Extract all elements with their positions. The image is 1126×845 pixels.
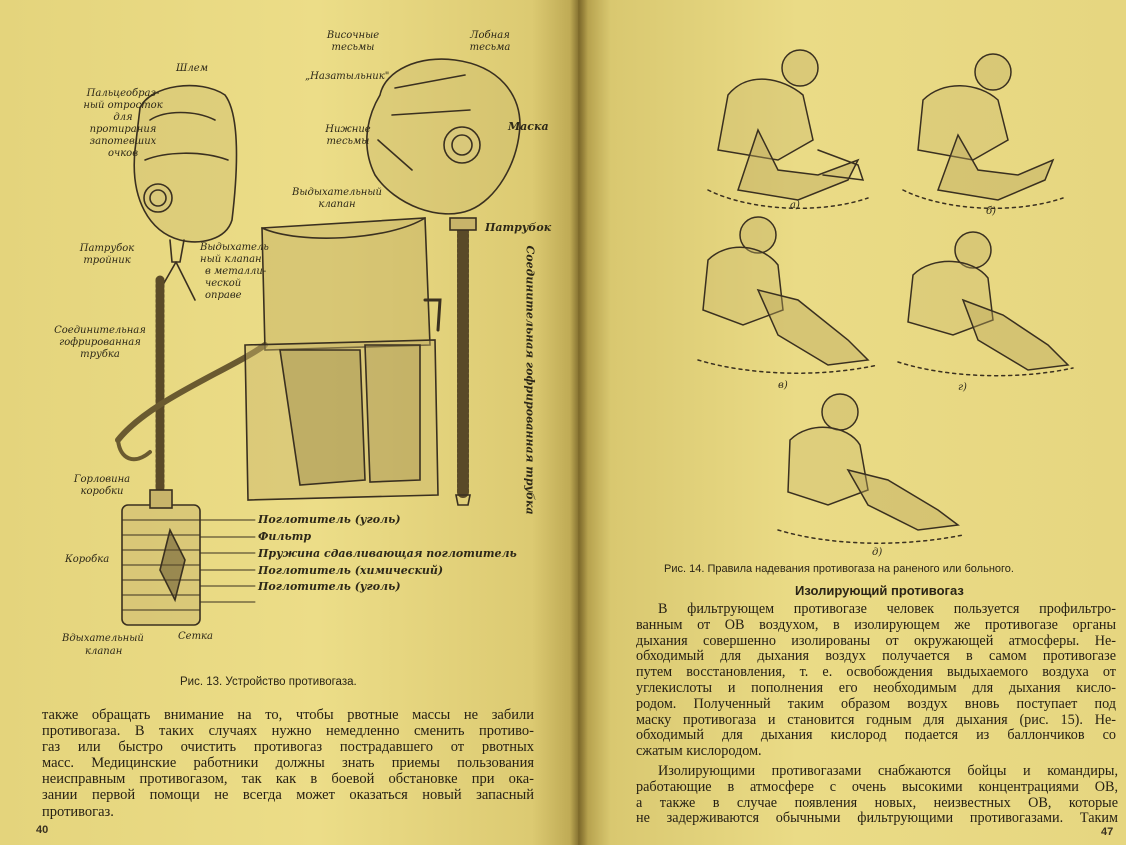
label-setka: Сетка <box>178 631 213 642</box>
section-title: Изолирующий противогаз <box>795 583 964 598</box>
label-korobka: Коробка <box>65 554 110 565</box>
text-line: противогаза. В таких случаях нужно немедленно сменить противо- <box>42 723 534 740</box>
label-palets-1: Пальцеобраз- <box>86 88 160 99</box>
label-palets-4: протирания <box>89 124 157 135</box>
label-lob-1: Лобная <box>470 30 510 41</box>
label-vdykh-2: клапан <box>85 646 123 657</box>
text-line: родом. Полученный таким образом воздух вновь поступает под <box>636 695 1116 712</box>
page-number-left: 40 <box>36 824 49 836</box>
label-vdykh-1: Вдыхательный <box>62 633 144 644</box>
label-palets-6: очков <box>107 148 139 159</box>
label-gorlo-1: Горловина <box>73 474 131 485</box>
text-line: путем восстановления, т. е. освобождения выдыхаемого воздуха от <box>636 664 1116 681</box>
label-vydykh-2: ный клапан <box>200 254 262 265</box>
label-soed-3: трубка <box>80 349 120 360</box>
text-line: ванным от ОВ воздухом, в изолирующем же противогазе органы <box>636 616 1116 633</box>
label-soed-vertical: Соединительная гофрированная трубка <box>523 245 537 515</box>
label-vyd2-2: клапан <box>318 199 356 210</box>
right-paragraph-2 <box>636 764 1118 827</box>
text-line: дыхания совершенно изолированы от окружающей атмосферы. Не- <box>636 632 1116 649</box>
sublabel-e: д) <box>872 547 883 558</box>
sublabel-c: в) <box>778 380 788 391</box>
label-patrubok-2: тройник <box>83 255 131 266</box>
label-vydykh-3: в металли- <box>205 266 267 277</box>
text-line: обходимый для дыхания кислород подается из баллончиков со <box>636 727 1116 744</box>
label-filling-3: Пружина сдавливающая поглотитель <box>258 547 517 560</box>
label-vydykh-5: оправе <box>205 290 242 301</box>
text-line: В фильтрующем противогазе человек пользуется профильтро- <box>658 601 1116 617</box>
text-line: маску противогаза и становится годным для дыхания (рис. 15). Не- <box>636 711 1116 728</box>
text-line: не задерживаются обычными фильтрующими противогазами. Таким <box>636 810 1118 827</box>
label-shlem: Шлем <box>176 63 208 74</box>
label-filling-5: Поглотитель (уголь) <box>258 580 401 593</box>
bandaging-illustrations <box>578 0 1126 560</box>
page-number-right: 47 <box>1101 826 1114 838</box>
label-vydykh-4: ческой <box>205 278 242 289</box>
text-line: обходимый для дыхания воздух получается в самом противогазе <box>636 648 1116 665</box>
left-paragraph <box>42 707 534 820</box>
label-palets-2: ный отросток <box>83 100 163 111</box>
text-line: Изолирующими противогазами снабжаются бойцы и командиры, <box>658 763 1118 779</box>
text-line: работающие в атмосфере с очень высокими концентрациями ОВ, <box>636 778 1118 795</box>
figure-14-caption: Рис. 14. Правила надевания противогаза на раненого или больного. <box>664 563 1014 575</box>
label-nazatylnik: „Назатыльник" <box>305 71 390 82</box>
label-lob-2: тесьма <box>469 42 511 53</box>
right-page <box>578 0 1126 845</box>
label-visoch-1: Височные <box>326 30 380 41</box>
text-line: сжатым кислородом. <box>636 743 762 760</box>
text-line: также обращать внимание на то, чтобы рвотные массы не забили <box>42 707 534 723</box>
label-nizh-2: тесьмы <box>326 136 370 147</box>
book-gutter <box>570 0 588 845</box>
text-line: а также в случае появления новых, неизвестных ОВ, которые <box>636 794 1118 811</box>
text-line: зании первой помощи не всегда может оказаться новый запасный <box>42 787 534 804</box>
label-patrubok-3: Патрубок <box>485 221 552 234</box>
sublabel-d: г) <box>958 382 967 393</box>
label-filling-1: Поглотитель (уголь) <box>258 513 401 526</box>
label-filling-4: Поглотитель (химический) <box>258 564 444 577</box>
label-vyd2-1: Выдыхательный <box>292 187 382 198</box>
text-line: углекислоты и пополнения его необходимым для дыхания кисло- <box>636 679 1116 696</box>
text-line: масс. Медицинские работники должны знать приемы пользования <box>42 755 534 772</box>
label-soed-2: гофрированная <box>59 337 141 348</box>
text-line: газ или быстро очистить противогаз пострадавшего от рвотных <box>42 739 534 756</box>
text-line: неисправным противогазом, так как в боевой обстановке при ока- <box>42 771 534 788</box>
text-line: противогаз. <box>42 803 114 820</box>
label-gorlo-2: коробки <box>80 486 124 497</box>
label-palets-5: запотевших <box>89 136 157 147</box>
label-nizh-1: Нижние <box>325 124 371 135</box>
label-patrubok-1: Патрубок <box>79 243 135 254</box>
label-visoch-2: тесьмы <box>331 42 375 53</box>
label-soed-1: Соединительная <box>54 325 146 336</box>
sublabel-b: б) <box>986 206 997 217</box>
right-paragraph-1 <box>636 602 1116 760</box>
label-palets-3: для <box>113 112 133 123</box>
figure-13-caption: Рис. 13. Устройство противогаза. <box>180 676 357 688</box>
sublabel-a: а) <box>790 200 800 211</box>
label-maska: Маска <box>508 120 549 133</box>
label-vydykh-1: Выдыхатель <box>200 242 269 253</box>
label-filling-2: Фильтр <box>258 530 312 543</box>
